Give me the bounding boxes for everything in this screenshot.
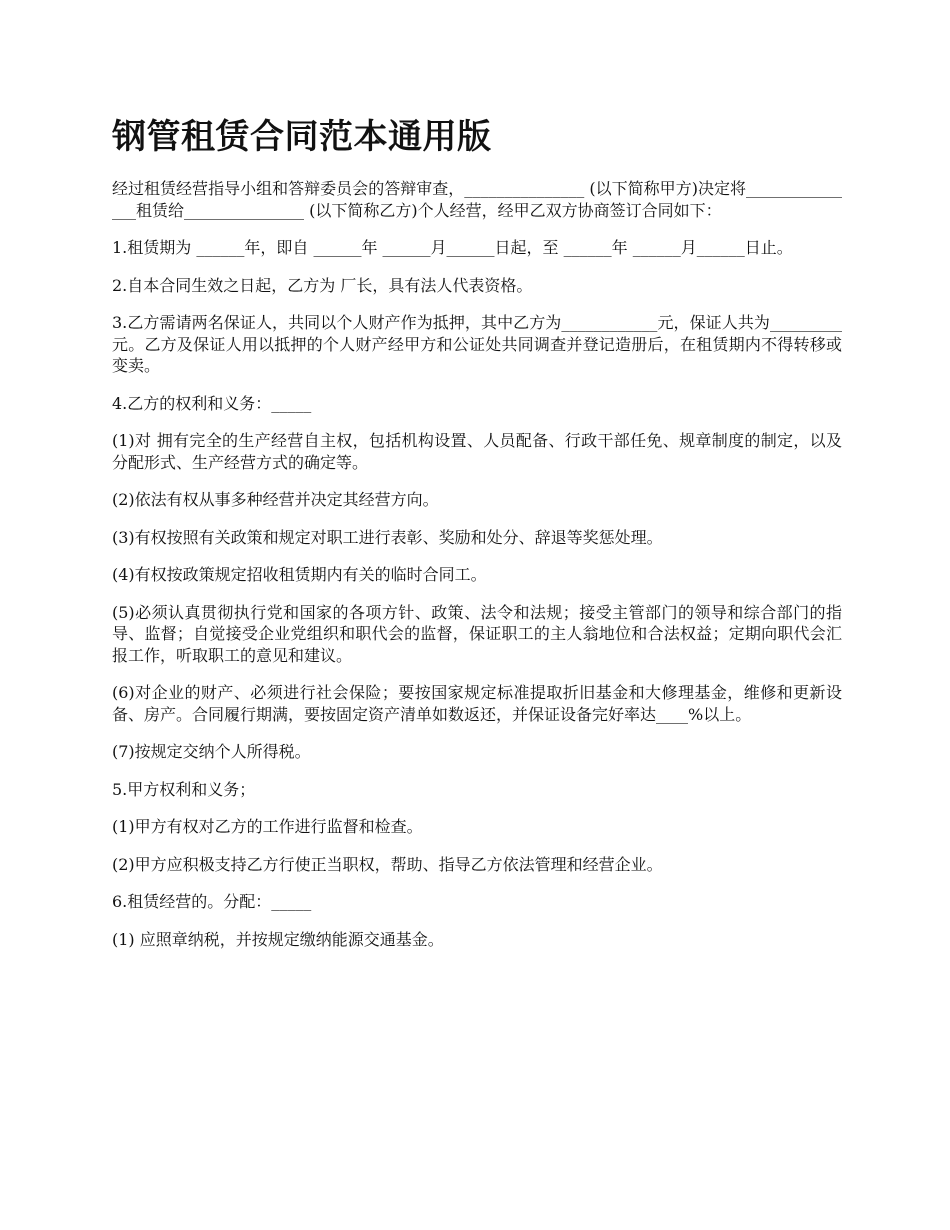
clause-4-item-4: (4)有权按政策规定招收租赁期内有关的临时合同工。 <box>112 565 487 584</box>
clause-6-heading: 6.租赁经营的。分配：_____ <box>112 892 312 911</box>
clause-5-heading: 5.甲方权利和义务； <box>112 779 256 799</box>
clause-4-item-5: (5)必须认真贯彻执行党和国家的各项方针、政策、法令和法规；接受主管部门的领导和综合部门的指导、监督；自觉接受企业党组织和职代会的监督，保证职工的主人翁地位和合法权益；定期向职代会汇报工作，听取职工的意见和建议。 <box>112 602 842 665</box>
document-title: 钢管租赁合同范本通用版 <box>112 117 492 157</box>
clause-4-item-1: (1)对 拥有完全的生产经营自主权，包括机构设置、人员配备、行政干部任免、规章制度的制定，以及分配形式、生产经营方式的确定等。 <box>112 431 842 472</box>
clause-4-item-3: (3)有权按照有关政策和规定对职工进行表彰、奖励和处分、辞退等奖惩处理。 <box>112 527 663 547</box>
clause-4-item-7: (7)按规定交纳个人所得税。 <box>112 742 311 761</box>
clause-4-item-6: (6)对企业的财产、必须进行社会保险；要按国家规定标准提取折旧基金和大修理基金，维修和更新设备、房产。合同履行期满，要按固定资产清单如数返还，并保证设备完好率达____%以上。 <box>112 683 842 724</box>
clause-6-item-1: (1) 应照章纳税，并按规定缴纳能源交通基金。 <box>112 929 444 949</box>
clause-5-item-2: (2)甲方应积极支持乙方行使正当职权，帮助、指导乙方依法管理和经营企业。 <box>112 854 663 874</box>
document-page <box>112 112 842 966</box>
clause-4-item-2: (2)依法有权从事多种经营并决定其经营方向。 <box>112 490 439 509</box>
clause-5-item-1: (1)甲方有权对乙方的工作进行监督和检查。 <box>112 817 423 836</box>
intro-paragraph: 经过租赁经营指导小组和答辩委员会的答辩审查，_______________ (以下简称甲方)决定将_______________租赁给_______________ (以下简称乙方)个人经营，经甲乙双方协商签订合同如下： <box>112 179 842 220</box>
clause-2-effective: 2.自本合同生效之日起，乙方为 厂长，具有法人代表资格。 <box>112 275 533 295</box>
clause-3-guarantors: 3.乙方需请两名保证人，共同以个人财产作为抵押，其中乙方为____________元，保证人共为_________元。乙方及保证人用以抵押的个人财产经甲方和公证处共同调查并登记造册后，在租赁期内不得转移或变卖。 <box>112 313 842 375</box>
clause-1-lease-term: 1.租赁期为 ______年，即自 ______年 ______月______日起，至 ______年 ______月______日止。 <box>112 238 793 257</box>
clause-4-heading: 4.乙方的权利和义务：_____ <box>112 393 312 413</box>
